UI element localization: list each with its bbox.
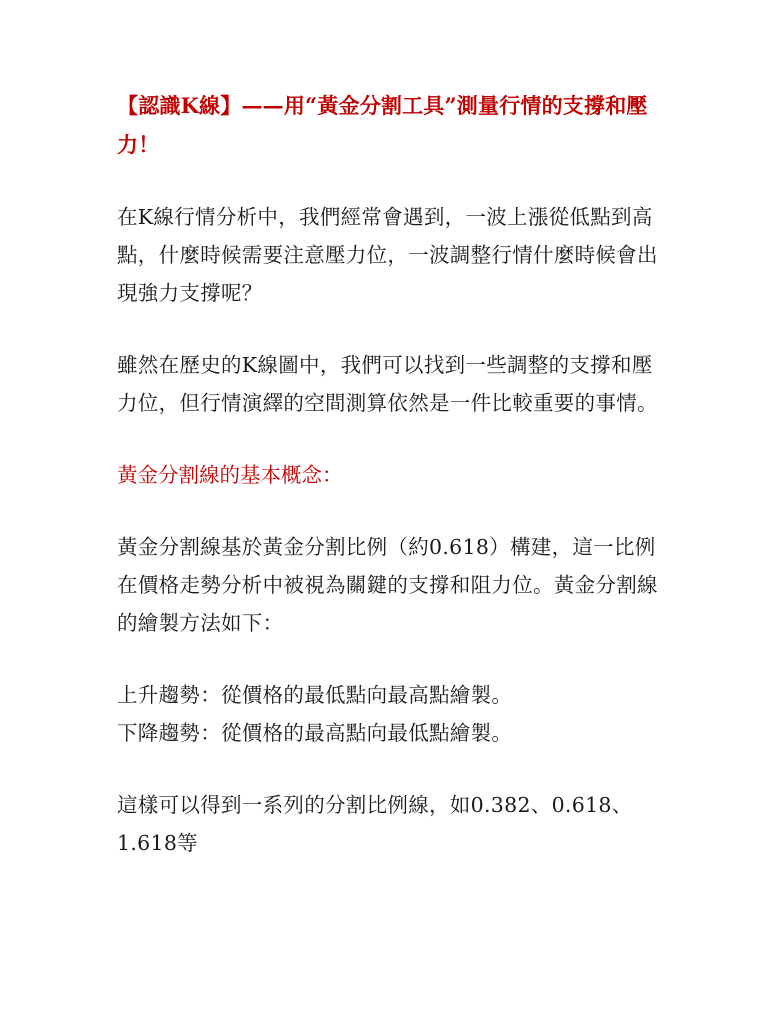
paragraph-history: 雖然在歷史的K線圖中，我們可以找到一些調整的支撐和壓力位，但行情演繹的空間測算依然是一件比較重要的事情。 [117, 353, 658, 415]
paragraph-ratios: 這樣可以得到一系列的分割比例線，如0.382、0.618、1.618等 [117, 793, 633, 855]
spacer [117, 312, 662, 346]
spacer [117, 752, 662, 786]
document-title: 【認識K線】——用“黃金分割工具”測量行情的支撐和壓力！ [117, 93, 648, 157]
spacer [117, 422, 662, 456]
downtrend-line: 下降趨勢：從價格的最高點向最低點繪製。 [117, 721, 513, 745]
section-heading: 黃金分割線的基本概念： [117, 463, 343, 487]
document-page [117, 86, 662, 862]
spacer [117, 642, 662, 676]
paragraph-intro: 在K線行情分析中，我們經常會遇到，一波上漲從低點到高點，什麼時候需要注意壓力位，一波調整行情什麼時候會出現強力支撐呢？ [117, 205, 658, 305]
spacer [117, 494, 662, 528]
paragraph-golden-ratio: 黃金分割線基於黃金分割比例（約0.618）構建，這一比例在價格走勢分析中被視為關鍵的支撐和阻力位。黃金分割線的繪製方法如下： [117, 535, 658, 635]
spacer [117, 164, 662, 198]
uptrend-line: 上升趨勢：從價格的最低點向最高點繪製。 [117, 683, 513, 707]
